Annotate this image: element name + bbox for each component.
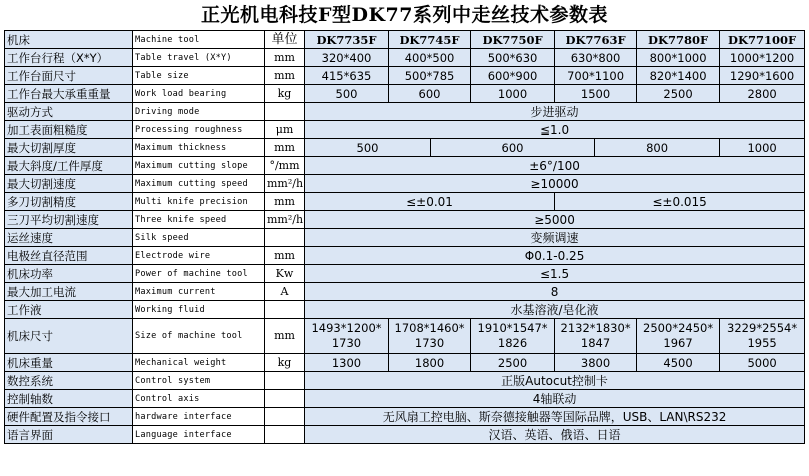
value-cell	[637, 319, 720, 354]
row-current	[5, 283, 805, 301]
size-line: 1493*1200*	[311, 321, 382, 335]
row-unit	[265, 408, 305, 426]
value-cell: ±6°/100	[305, 157, 805, 175]
row-en: Work load bearing	[133, 85, 265, 103]
row-unit	[265, 426, 305, 444]
row-unit	[265, 301, 305, 319]
row-en: Table travel (X*Y)	[133, 49, 265, 67]
row-hardware	[5, 408, 805, 426]
row-unit: Kw	[265, 265, 305, 283]
model-name: DK7763F	[555, 31, 637, 49]
row-name: 工作台面尺寸	[5, 67, 133, 85]
size-line: 1730	[414, 336, 445, 350]
row-silk	[5, 229, 805, 247]
page-title: 正光机电科技F型DK77系列中走丝技术参数表	[201, 4, 608, 26]
row-unit: mm	[265, 247, 305, 265]
row-unit: mm	[265, 139, 305, 157]
row-unit	[265, 103, 305, 121]
model-name: DK7750F	[471, 31, 555, 49]
row-unit: mm	[265, 49, 305, 67]
value-cell: 1000*1200	[720, 49, 805, 67]
row-name: 机床	[5, 31, 133, 49]
value-cell: ≦1.0	[305, 121, 805, 139]
value-cell: 500*630	[471, 49, 555, 67]
row-load	[5, 85, 805, 103]
row-unit: A	[265, 283, 305, 301]
row-weight	[5, 354, 805, 372]
size-line: 1910*1547*	[477, 321, 548, 335]
value-cell: 820*1400	[637, 67, 720, 85]
size-line: 2500*2450*	[643, 321, 714, 335]
row-unit: mm²/h	[265, 175, 305, 193]
row-name: 工作台行程（X*Y）	[5, 49, 133, 67]
row-en: Table size	[133, 67, 265, 85]
row-unit: mm	[265, 319, 305, 354]
row-name: 驱动方式	[5, 103, 133, 121]
value-cell: 800	[595, 139, 720, 157]
row-size	[5, 67, 805, 85]
size-line: 2132*1830*	[560, 321, 631, 335]
row-en: Maximum thickness	[133, 139, 265, 157]
size-line: 1955	[747, 336, 777, 350]
row-language	[5, 426, 805, 444]
row-name: 多刀切割精度	[5, 193, 133, 211]
row-name: 最大切割厚度	[5, 139, 133, 157]
size-line: 1847	[580, 336, 611, 350]
row-name: 控制轴数	[5, 390, 133, 408]
value-cell: 400*500	[389, 49, 471, 67]
value-cell: 步进驱动	[305, 103, 805, 121]
value-cell: ≤1.5	[305, 265, 805, 283]
row-en: Mechanical weight	[133, 354, 265, 372]
row-name: 加工表面粗糙度	[5, 121, 133, 139]
value-cell: 500*785	[389, 67, 471, 85]
row-en: Control system	[133, 372, 265, 390]
size-line: 1730	[331, 336, 362, 350]
value-cell: 1290*1600	[720, 67, 805, 85]
row-precision	[5, 193, 805, 211]
size-line: 3229*2554*	[727, 321, 798, 335]
row-name: 工作液	[5, 301, 133, 319]
row-name: 三刀平均切割速度	[5, 211, 133, 229]
row-power	[5, 265, 805, 283]
value-cell: 3800	[555, 354, 637, 372]
row-control	[5, 372, 805, 390]
value-cell: Φ0.1-0.25	[305, 247, 805, 265]
value-cell: 2500	[637, 85, 720, 103]
row-name: 最大斜度/工件厚度	[5, 157, 133, 175]
value-cell	[471, 319, 555, 354]
value-cell: 2500	[471, 354, 555, 372]
row-en: hardware interface	[133, 408, 265, 426]
value-cell	[305, 319, 389, 354]
row-unit: mm	[265, 67, 305, 85]
value-cell	[720, 319, 805, 354]
value-cell: 600	[389, 85, 471, 103]
value-cell: 1000	[720, 139, 805, 157]
value-cell: 1800	[389, 354, 471, 372]
row-fluid	[5, 301, 805, 319]
row-name: 最大切割速度	[5, 175, 133, 193]
value-cell: 500	[305, 85, 389, 103]
row-en: Language interface	[133, 426, 265, 444]
value-cell: 700*1100	[555, 67, 637, 85]
value-cell: ≥5000	[305, 211, 805, 229]
row-en: Power of machine tool	[133, 265, 265, 283]
row-speed	[5, 175, 805, 193]
header-row	[5, 31, 805, 49]
row-en: Multi knife precision	[133, 193, 265, 211]
row-en: Machine tool	[133, 31, 265, 49]
value-cell: 8	[305, 283, 805, 301]
row-unit: kg	[265, 354, 305, 372]
size-line: 1967	[663, 336, 693, 350]
row-en: Maximum current	[133, 283, 265, 301]
value-cell: 变频调速	[305, 229, 805, 247]
value-cell: 正版Autocut控制卡	[305, 372, 805, 390]
row-name: 运丝速度	[5, 229, 133, 247]
row-name: 最大加工电流	[5, 283, 133, 301]
value-cell: 汉语、英语、俄语、日语	[305, 426, 805, 444]
row-en: Maximum cutting speed	[133, 175, 265, 193]
size-line: 1826	[497, 336, 528, 350]
row-roughness	[5, 121, 805, 139]
value-cell: ≥10000	[305, 175, 805, 193]
value-cell: 无风扇工控电脑、斯奈德接触器等国际品牌，USB、LAN\RS232	[305, 408, 805, 426]
value-cell: 600	[431, 139, 595, 157]
value-cell: 5000	[720, 354, 805, 372]
row-unit: °/mm	[265, 157, 305, 175]
value-cell: 1500	[555, 85, 637, 103]
value-cell: 1000	[471, 85, 555, 103]
value-cell: 415*635	[305, 67, 389, 85]
value-cell	[555, 319, 637, 354]
row-drive	[5, 103, 805, 121]
row-axis	[5, 390, 805, 408]
row-unit	[265, 372, 305, 390]
value-cell	[389, 319, 471, 354]
row-name: 机床尺寸	[5, 319, 133, 354]
row-name: 电极丝直径范围	[5, 247, 133, 265]
value-cell: 水基溶液/皂化液	[305, 301, 805, 319]
row-en: Silk speed	[133, 229, 265, 247]
row-thickness	[5, 139, 805, 157]
row-slope	[5, 157, 805, 175]
row-unit	[265, 229, 305, 247]
row-unit: μm	[265, 121, 305, 139]
row-en: Three knife speed	[133, 211, 265, 229]
row-unit: 单位	[265, 31, 305, 49]
value-cell: 500	[305, 139, 431, 157]
row-en: Maximum cutting slope	[133, 157, 265, 175]
row-travel	[5, 49, 805, 67]
row-wire	[5, 247, 805, 265]
row-en: Control axis	[133, 390, 265, 408]
value-cell: 800*1000	[637, 49, 720, 67]
value-cell: ≤±0.015	[555, 193, 805, 211]
size-line: 1708*1460*	[394, 321, 465, 335]
model-name: DK77100F	[720, 31, 805, 49]
row-name: 工作台最大承重重量	[5, 85, 133, 103]
row-three-knife	[5, 211, 805, 229]
row-en: Size of machine tool	[133, 319, 265, 354]
row-en: Electrode wire	[133, 247, 265, 265]
row-en: Working fluid	[133, 301, 265, 319]
row-unit: mm	[265, 193, 305, 211]
value-cell: ≤±0.01	[305, 193, 555, 211]
spec-table	[4, 30, 805, 444]
row-name: 数控系统	[5, 372, 133, 390]
value-cell: 600*900	[471, 67, 555, 85]
row-en: Processing roughness	[133, 121, 265, 139]
model-name: DK7780F	[637, 31, 720, 49]
row-en: Driving mode	[133, 103, 265, 121]
row-name: 机床功率	[5, 265, 133, 283]
value-cell: 4轴联动	[305, 390, 805, 408]
value-cell: 320*400	[305, 49, 389, 67]
model-name: DK7735F	[305, 31, 389, 49]
value-cell: 4500	[637, 354, 720, 372]
model-name: DK7745F	[389, 31, 471, 49]
value-cell: 630*800	[555, 49, 637, 67]
row-unit: kg	[265, 85, 305, 103]
row-unit	[265, 390, 305, 408]
row-unit: mm²/h	[265, 211, 305, 229]
row-name: 机床重量	[5, 354, 133, 372]
row-machine-size	[5, 319, 805, 354]
row-name: 语言界面	[5, 426, 133, 444]
value-cell: 2800	[720, 85, 805, 103]
row-name: 硬件配置及指令接口	[5, 408, 133, 426]
value-cell: 1300	[305, 354, 389, 372]
